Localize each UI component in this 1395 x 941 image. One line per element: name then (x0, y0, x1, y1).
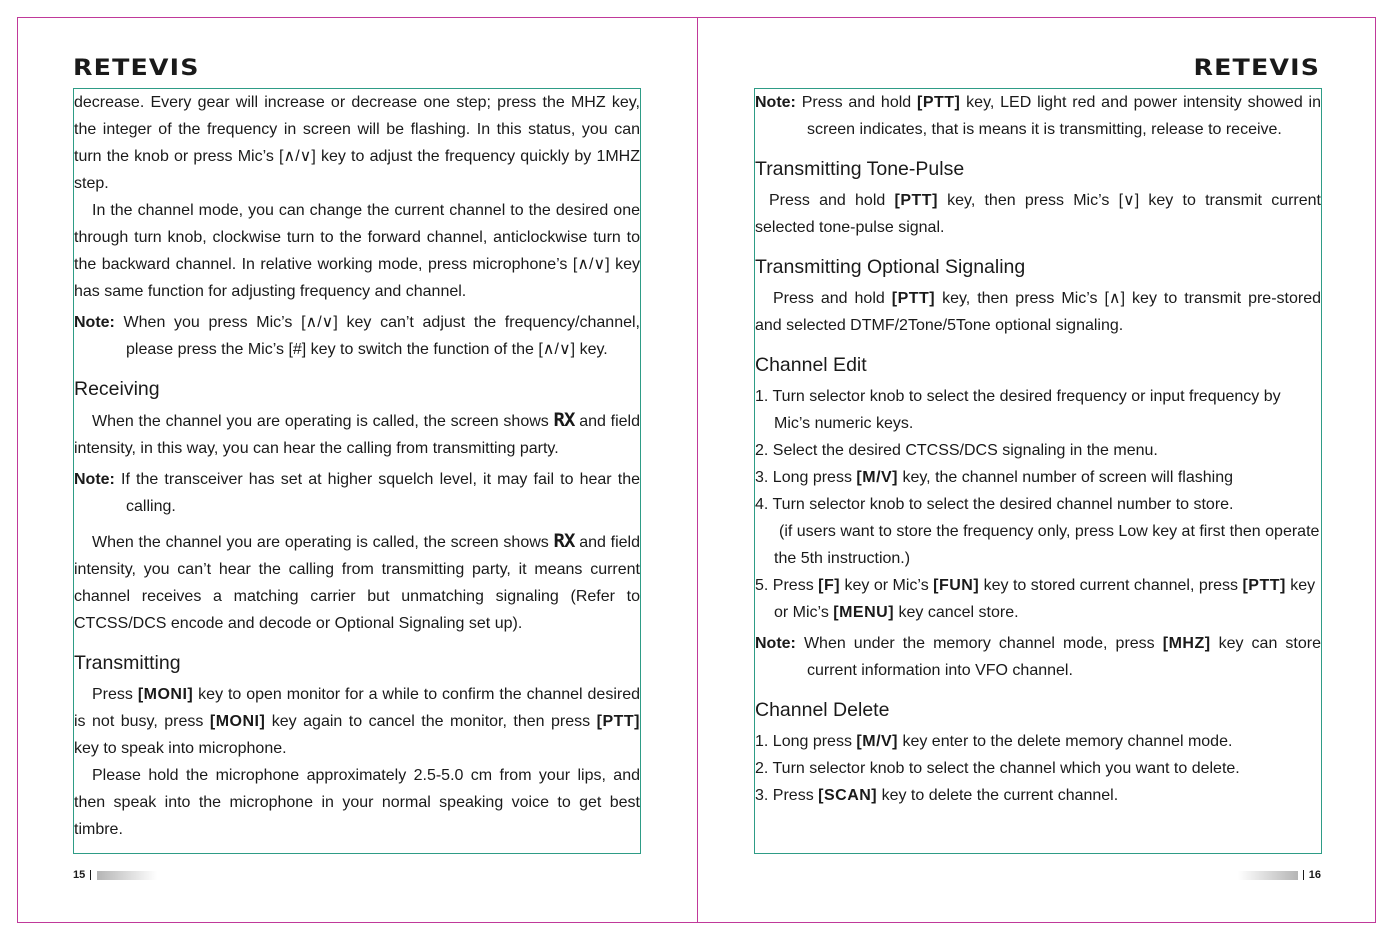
list-item: 4. Turn selector knob to select the desired channel number to store. (755, 496, 1234, 513)
tone-pulse-heading: Transmitting Tone-Pulse (755, 158, 965, 180)
note-text: When you press Mic’s [∧/∨] key can’t adjust the frequency/channel, please press the Mic’s [#] key to switch the function of the [∧/∨] key. (114, 314, 640, 358)
text-span: key or Mic’s (774, 577, 1316, 621)
list-item: 2. Turn selector knob to select the channel which you want to delete. (755, 760, 1240, 777)
rx-indicator-icon: RX (553, 409, 575, 431)
text-span: When the channel you are operating is called, the screen shows (92, 413, 554, 430)
channel-delete-heading: Channel Delete (755, 699, 890, 721)
text-span: 3. Press (755, 787, 819, 804)
menu-key: [MENU] (833, 604, 895, 621)
right-note-2 (755, 630, 1321, 684)
text-span: When the channel you are operating is called, the screen shows (92, 534, 554, 551)
note-label: Note: (755, 635, 796, 652)
receiving-paragraph-2 (74, 528, 640, 637)
text-span: and field intensity, in this way, you can hear the calling from transmitting party. (74, 413, 641, 457)
text-span: Press (92, 686, 138, 703)
text-span: key enter to the delete memory channel mode. (898, 733, 1233, 750)
retevis-logo-right: RETEVIS (1193, 56, 1320, 81)
text-span: 3. Long press (755, 469, 857, 486)
receiving-heading: Receiving (74, 378, 160, 400)
optional-signaling-paragraph (755, 285, 1321, 339)
ptt-key: [PTT] (596, 713, 640, 730)
left-note-2 (74, 466, 640, 520)
transmitting-paragraph-2: Please hold the microphone approximately 2.5-5.0 cm from your lips, and then speak into the microphone in your normal speaking voice to get best timbre. (74, 767, 640, 838)
left-paragraph-2: In the channel mode, you can change the current channel to the desired one through turn knob, clockwise turn to the forward channel, anticlockwise turn to the backward channel. In relative working mode, press microphone’s [∧/∨] key has same function for adjusting frequency and channel. (74, 202, 640, 300)
note-label: Note: (74, 314, 115, 331)
text-span: Press and hold (773, 290, 892, 307)
ptt-key: [PTT] (891, 290, 936, 307)
optional-signaling-heading: Transmitting Optional Signaling (755, 256, 1026, 278)
ptt-key: [PTT] (1242, 577, 1286, 594)
text-span: key, then press Mic’s [∧] key to transmit pre-stored and selected DTMF/2Tone/5Tone optional signaling. (755, 290, 1321, 334)
text-span: key to open monitor for a while to confirm the channel desired is not busy, press (74, 686, 640, 730)
list-item (755, 782, 1321, 809)
text-span: key to speak into microphone. (74, 740, 287, 757)
text-span: key, LED light red and power intensity showed in screen indicates, that is means it is transmitting, release to receive. (807, 94, 1321, 138)
text-span: key to delete the current channel. (877, 787, 1119, 804)
note-text: If the transceiver has set at higher squelch level, it may fail to hear the calling. (114, 471, 640, 515)
text-span: key cancel store. (894, 604, 1019, 621)
text-span: key, then press Mic’s [∨] key to transmit current selected tone-pulse signal. (755, 192, 1321, 236)
list-item (755, 728, 1321, 755)
left-note-1 (74, 309, 640, 363)
text-span: key to stored current channel, press (979, 577, 1243, 594)
page-number-16: 16 (1308, 869, 1321, 881)
text-span: Press and hold (769, 192, 895, 209)
channel-delete-steps (755, 728, 1321, 809)
left-page-textbox (73, 88, 641, 854)
text-span: key can store current information into VFO channel. (807, 635, 1321, 679)
moni-key: [MONI] (209, 713, 266, 730)
text-span: Press and hold (795, 94, 917, 111)
text-span: and field intensity, you can’t hear the calling from transmitting party, it means current channel receives a matching carrier but unmatching signaling (Refer to CTCSS/DCS encode and decode or Optional Signaling set up). (74, 534, 641, 632)
transmitting-paragraph-1 (74, 681, 640, 762)
mhz-key: [MHZ] (1162, 635, 1211, 652)
footer-gradient-bar-left (97, 871, 157, 880)
retevis-logo-left: RETEVIS (73, 56, 200, 81)
list-item: 1. Turn selector knob to select the desired frequency or input frequency by Mic’s numeric keys. (755, 388, 1281, 432)
channel-edit-heading: Channel Edit (755, 354, 867, 376)
page-spine-divider (697, 17, 698, 923)
tone-pulse-paragraph (755, 187, 1321, 241)
text-span: 1. Long press (755, 733, 857, 750)
rx-indicator-icon: RX (553, 530, 575, 552)
ptt-key: [PTT] (916, 94, 961, 111)
right-note-1 (755, 89, 1321, 143)
text-span: key or Mic’s (840, 577, 934, 594)
moni-key: [MONI] (137, 686, 194, 703)
right-page-textbox (754, 88, 1322, 854)
text-span: key, the channel number of screen will flashing (898, 469, 1234, 486)
note-label: Note: (755, 94, 796, 111)
text-span: 5. Press (755, 577, 819, 594)
f-key: [F] (818, 577, 841, 594)
mv-key: [M/V] (856, 733, 899, 750)
list-item (755, 464, 1321, 491)
receiving-paragraph-1 (74, 407, 640, 462)
channel-edit-steps (755, 383, 1321, 626)
list-item (755, 572, 1321, 626)
note-label: Note: (74, 471, 115, 488)
text-span: key again to cancel the monitor, then press (265, 713, 597, 730)
scan-key: [SCAN] (818, 787, 878, 804)
list-item-sub: (if users want to store the frequency only, press Low key at first then operate the 5th instruction.) (774, 523, 1320, 567)
list-item: 2. Select the desired CTCSS/DCS signaling in the menu. (755, 442, 1158, 459)
footer-tick (1303, 870, 1304, 880)
mv-key: [M/V] (856, 469, 899, 486)
text-span: When under the memory channel mode, press (795, 635, 1163, 652)
fun-key: [FUN] (933, 577, 980, 594)
footer-gradient-bar-right (1238, 871, 1298, 880)
right-page-footer (1298, 868, 1321, 882)
transmitting-heading: Transmitting (74, 652, 181, 674)
footer-tick (90, 870, 91, 880)
ptt-key: [PTT] (894, 192, 938, 209)
left-paragraph-1: decrease. Every gear will increase or decrease one step; press the MHZ key, the integer of the frequency in screen will be flashing. In this status, you can turn the knob or press Mic’s [∧/∨] key to adjust the frequency quickly by 1MHZ step. (74, 94, 640, 192)
left-page-footer (73, 868, 96, 882)
page-number-15: 15 (73, 869, 86, 881)
